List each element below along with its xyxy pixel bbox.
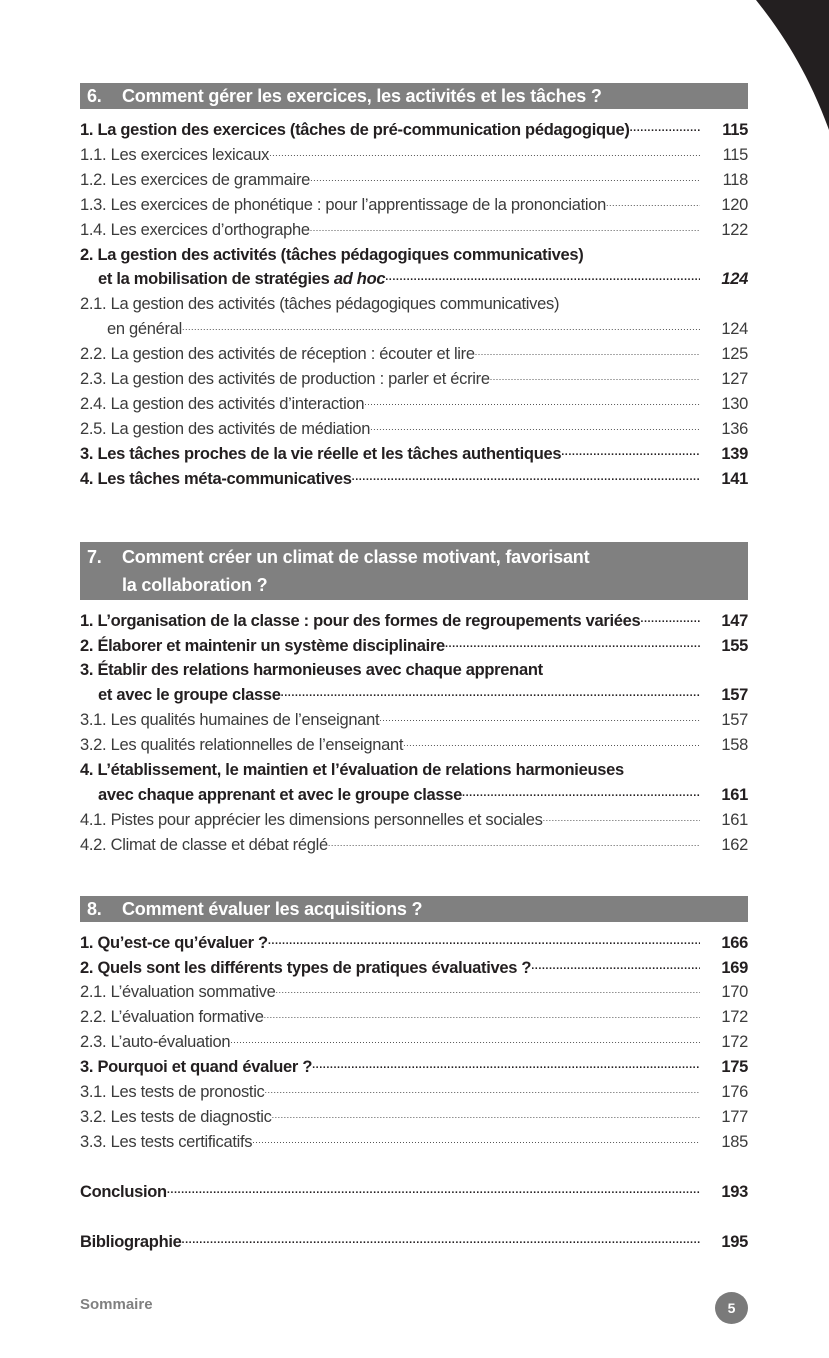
toc-entry[interactable] bbox=[80, 467, 748, 492]
chapter-8-entries bbox=[80, 931, 748, 1155]
chapter-6-entries bbox=[80, 118, 748, 492]
section-gap bbox=[80, 492, 748, 542]
entry-continuation bbox=[80, 267, 748, 292]
toc-entry[interactable] bbox=[80, 442, 748, 467]
toc-entry[interactable] bbox=[80, 417, 748, 442]
entry-label: 3. Pourquoi et quand évaluer ? bbox=[80, 1058, 313, 1077]
page-number: 157 bbox=[721, 711, 748, 730]
entry-label-line2: en général bbox=[107, 320, 182, 339]
page-number: 169 bbox=[721, 958, 748, 977]
entry-label: 2. Élaborer et maintenir un système disciplinaire bbox=[80, 636, 445, 655]
section-gap bbox=[80, 1205, 748, 1230]
entry-label: 4.1. Pistes pour apprécier les dimensions personnelles et sociales bbox=[80, 810, 543, 829]
toc-entry[interactable] bbox=[80, 218, 748, 243]
footer-section-label: Sommaire bbox=[80, 1296, 153, 1313]
entry-label: 3.3. Les tests certificatifs bbox=[80, 1132, 253, 1151]
page-number: 161 bbox=[721, 785, 748, 804]
entry-label: 2.3. L’auto-évaluation bbox=[80, 1033, 231, 1052]
toc-entry[interactable] bbox=[80, 708, 748, 733]
chapter-7-entries bbox=[80, 609, 748, 858]
entry-label: 3.1. Les qualités humaines de l’enseignant bbox=[80, 711, 380, 730]
entry-label: 1.4. Les exercices d’orthographe bbox=[80, 220, 310, 239]
entry-label: 1. La gestion des exercices (tâches de pré-communication pédagogique) bbox=[80, 121, 630, 139]
entry-continuation bbox=[80, 783, 748, 808]
entry-label: 1.1. Les exercices lexicaux bbox=[80, 145, 270, 164]
page-footer bbox=[80, 1292, 748, 1322]
page-number: 118 bbox=[722, 170, 748, 189]
toc-entry[interactable] bbox=[80, 1030, 748, 1055]
toc-entry[interactable] bbox=[80, 980, 748, 1005]
toc-entry[interactable] bbox=[80, 392, 748, 417]
page-number: 115 bbox=[722, 145, 748, 164]
chapter-6-heading[interactable] bbox=[80, 83, 748, 109]
page-number: 125 bbox=[721, 345, 748, 364]
page-number: 147 bbox=[721, 611, 748, 630]
page-number: 141 bbox=[721, 469, 748, 488]
chapter-title bbox=[122, 543, 738, 599]
entry-label: 2. Quels sont les différents types de pratiques évaluatives ? bbox=[80, 958, 532, 977]
chapter-title-line1: Comment créer un climat de classe motivant, favorisant bbox=[122, 546, 590, 567]
toc-entry-multiline[interactable] bbox=[80, 292, 748, 342]
entry-label: 2.1. L’évaluation sommative bbox=[80, 983, 276, 1002]
entry-label-italic: ad hoc bbox=[333, 270, 386, 289]
entry-label: 3.2. Les tests de diagnostic bbox=[80, 1108, 272, 1126]
page-number: 162 bbox=[721, 835, 748, 854]
toc-entry-multiline[interactable] bbox=[80, 243, 748, 293]
toc-entry-multiline[interactable] bbox=[80, 658, 748, 708]
entry-label: Conclusion bbox=[80, 1182, 167, 1201]
corner-decoration bbox=[739, 0, 829, 130]
entry-label: 2.3. La gestion des activités de production : parler et écrire bbox=[80, 370, 490, 389]
page-number: 122 bbox=[721, 220, 748, 239]
chapter-number: 8. bbox=[87, 898, 102, 919]
page-number: 136 bbox=[721, 419, 748, 438]
toc-entry[interactable] bbox=[80, 367, 748, 392]
entry-label-line2: et avec le groupe classe bbox=[98, 686, 281, 705]
page-number: 157 bbox=[721, 686, 748, 705]
entry-label: 2.4. La gestion des activités d’interaction bbox=[80, 394, 365, 413]
chapter-title-line2: la collaboration ? bbox=[122, 574, 268, 595]
toc-entry[interactable] bbox=[80, 1130, 748, 1155]
toc-entry[interactable] bbox=[80, 931, 748, 956]
table-of-contents bbox=[80, 83, 748, 1255]
toc-entry[interactable] bbox=[80, 168, 748, 193]
toc-entry[interactable] bbox=[80, 956, 748, 981]
toc-entry[interactable] bbox=[80, 1005, 748, 1030]
page-number: 185 bbox=[721, 1132, 748, 1151]
page-number: 193 bbox=[721, 1182, 748, 1201]
toc-entry[interactable] bbox=[80, 1080, 748, 1105]
toc-entry[interactable] bbox=[80, 342, 748, 367]
page-number: 172 bbox=[721, 1008, 748, 1027]
entry-label: 2.2. L’évaluation formative bbox=[80, 1008, 264, 1027]
toc-entry[interactable] bbox=[80, 193, 748, 218]
entry-label: 3. Les tâches proches de la vie réelle et les tâches authentiques bbox=[80, 444, 562, 463]
toc-entry[interactable] bbox=[80, 833, 748, 858]
page-number: 170 bbox=[721, 983, 748, 1002]
page-number: 127 bbox=[721, 370, 748, 389]
page-number: 120 bbox=[721, 195, 748, 214]
entry-label-line2: et la mobilisation de stratégies bbox=[98, 270, 330, 289]
page-number: 172 bbox=[721, 1033, 748, 1052]
toc-entry[interactable] bbox=[80, 609, 748, 634]
chapter-7-heading[interactable] bbox=[80, 542, 748, 600]
toc-entry[interactable] bbox=[80, 143, 748, 168]
page-number: 124 bbox=[721, 320, 748, 339]
entry-label: 4.2. Climat de classe et débat réglé bbox=[80, 835, 328, 854]
toc-entry[interactable] bbox=[80, 808, 748, 833]
toc-entry[interactable] bbox=[80, 634, 748, 659]
entry-continuation bbox=[80, 317, 748, 342]
chapter-number: 7. bbox=[87, 546, 102, 567]
toc-entry-bibliographie[interactable] bbox=[80, 1230, 748, 1255]
entry-label: 1. Qu’est-ce qu’évaluer ? bbox=[80, 933, 268, 952]
toc-entry[interactable] bbox=[80, 1105, 748, 1130]
entry-label: Bibliographie bbox=[80, 1232, 182, 1251]
entry-label-line2: avec chaque apprenant et avec le groupe classe bbox=[98, 785, 463, 804]
section-gap bbox=[80, 858, 748, 896]
entry-continuation bbox=[80, 683, 748, 708]
page-number: 166 bbox=[721, 933, 748, 952]
chapter-title: Comment évaluer les acquisitions ? bbox=[122, 898, 423, 919]
page-number: 175 bbox=[721, 1058, 748, 1077]
entry-label-line1: 4. L’établissement, le maintien et l’évaluation de relations harmonieuses bbox=[80, 761, 624, 780]
toc-entry[interactable] bbox=[80, 118, 748, 143]
page-number: 176 bbox=[721, 1083, 748, 1102]
page-number: 115 bbox=[722, 121, 748, 139]
page-number-badge: 5 bbox=[715, 1292, 748, 1324]
toc-entry-conclusion[interactable] bbox=[80, 1180, 748, 1205]
entry-label: 4. Les tâches méta-communicatives bbox=[80, 469, 352, 488]
toc-entry[interactable] bbox=[80, 733, 748, 758]
entry-label: 1. L’organisation de la classe : pour des formes de regroupements variées bbox=[80, 611, 641, 630]
page-number: 158 bbox=[721, 736, 748, 755]
entry-label: 3.2. Les qualités relationnelles de l’enseignant bbox=[80, 736, 404, 755]
chapter-8-heading[interactable] bbox=[80, 896, 748, 922]
page-number: 177 bbox=[721, 1108, 748, 1126]
page-number: 124 bbox=[721, 270, 748, 289]
entry-label: 2.5. La gestion des activités de médiation bbox=[80, 419, 371, 438]
page-number: 139 bbox=[721, 444, 748, 463]
entry-label: 3.1. Les tests de pronostic bbox=[80, 1083, 265, 1102]
entry-label-line1: 2.1. La gestion des activités (tâches pédagogiques communicatives) bbox=[80, 295, 560, 314]
chapter-title: Comment gérer les exercices, les activités et les tâches ? bbox=[122, 86, 602, 106]
section-gap bbox=[80, 1155, 748, 1180]
entry-label: 2.2. La gestion des activités de réception : écouter et lire bbox=[80, 345, 475, 364]
entry-label-line1: 3. Établir des relations harmonieuses avec chaque apprenant bbox=[80, 661, 543, 680]
page-number: 161 bbox=[721, 810, 748, 829]
page-number: 130 bbox=[721, 394, 748, 413]
page-number: 195 bbox=[721, 1232, 748, 1251]
chapter-number: 6. bbox=[87, 86, 102, 106]
page-number: 155 bbox=[721, 636, 748, 655]
entry-label: 1.2. Les exercices de grammaire bbox=[80, 170, 311, 189]
toc-entry[interactable] bbox=[80, 1055, 748, 1080]
entry-label-line1: 2. La gestion des activités (tâches pédagogiques communicatives) bbox=[80, 245, 584, 264]
entry-label: 1.3. Les exercices de phonétique : pour l’apprentissage de la prononciation bbox=[80, 195, 607, 214]
toc-entry-multiline[interactable] bbox=[80, 758, 748, 808]
